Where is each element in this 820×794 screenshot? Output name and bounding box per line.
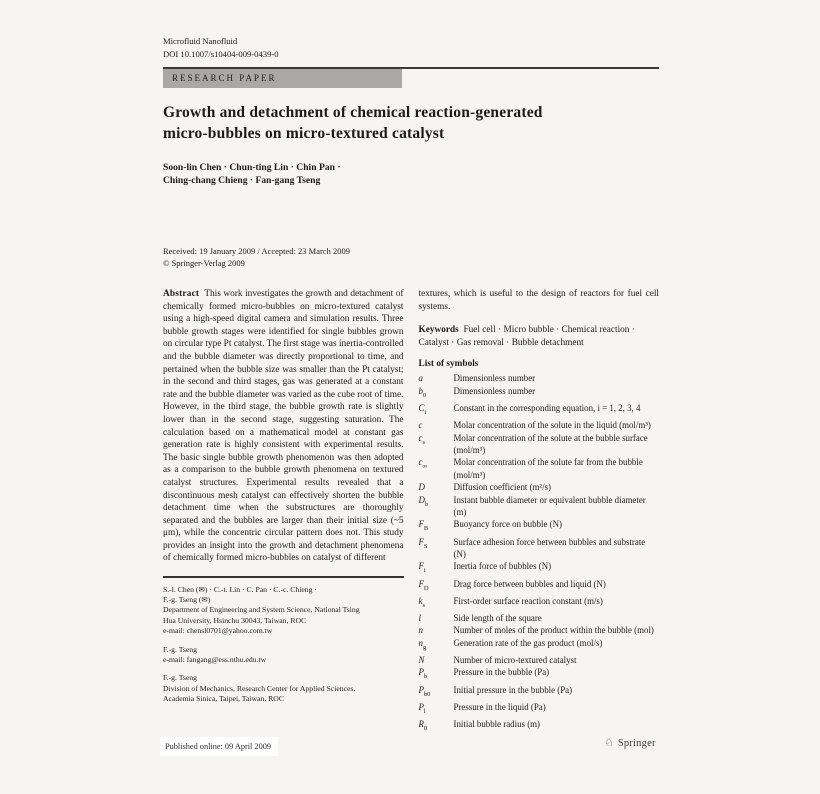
footnotes (163, 585, 404, 705)
received-line: Received: 19 January 2009 / Accepted: 23 March 2009 (163, 246, 350, 256)
journal-name: Microfluid Nanofluid (163, 36, 238, 46)
authors-line-1: Soon-lin Chen · Chun-ting Lin · Chin Pan · (163, 162, 341, 173)
research-paper-banner: RESEARCH PAPER (163, 69, 402, 88)
published-online-badge: Published online: 09 April 2009 (160, 737, 278, 756)
symbol-row: n Number of moles of the product within the bubble (mol) (418, 625, 654, 636)
symbol-row: $P_l$ Pressure in the liquid (Pa) (418, 701, 546, 715)
right-column (419, 288, 660, 735)
abstract-text: This work investigates the growth and detachment of chemically formed micro-bubbles on micro-textured catalyst using a high-speed digital camera and simulation results. Three bubble growth stages were identified for single bubbles grown on circular type Pt catalyst. The first stage was inertia-controlled and the bubble diameter was directly proportional to time, and pertained when the bubble size was smaller than the Pt catalyst; in the second and third stages, gas was generated at a constant rate and the bubble diameter was varied as the cube root of time. However, in the third stage, the bubble growth rate is slightly lower than in the second stage, suggesting saturation. The calculation based on a mathematical model at constant gas generation rate is highly consistent with experimental results. The basic single bubble growth phenomenon was then adopted as a comparison to the bubble growth phenomena on textured catalyst structures. Experimental results revealed that a discontinuous mesh catalyst can effectively shorten the bubble detachment time when the substructures are thoroughly separated and the bubbles are larger than their initial size (~5 μm), while the concentric circular pattern does not. This study provides an insight into the growth and detachment phenomena of chemically formed micro-bubbles on catalyst of different (163, 289, 404, 564)
symbol-row: $F_D$ Drag force between bubbles and liquid (N) (418, 578, 606, 592)
symbol-row: $n_g$ Generation rate of the gas product (mol/s) (418, 637, 603, 651)
symbol-row: a Dimensionless number (418, 373, 536, 384)
symbol-row: $C_i$ Constant in the corresponding equation, i = 1, 2, 3, 4 (418, 402, 641, 416)
springer-logo (604, 738, 656, 749)
doi-line: DOI 10.1007/s10404-009-0439-0 (163, 48, 279, 59)
footnote-block: F.-g. Tseng Division of Mechanics, Research Center for Applied Sciences, Academia Sinica, Taipei, Taiwan, ROC (163, 673, 356, 704)
title-line-1: Growth and detachment of chemical reaction-generated (163, 104, 543, 121)
symbol-row: $c_s$ Molar concentration of the solute at the bubble surface (mol/m³) (418, 432, 648, 455)
title-line-2: micro-bubbles on micro-textured catalyst (163, 124, 445, 142)
keywords-label: Keywords (418, 325, 459, 336)
symbol-row: $P_b$ Pressure in the bubble (Pa) (418, 667, 550, 681)
symbol-row: $k_s$ First-order surface reaction constant (m/s) (418, 595, 603, 609)
keywords-text: Fuel cell · Micro bubble · Chemical reaction · Catalyst · Gas removal · Bubble detachment (418, 325, 635, 348)
left-column (163, 288, 404, 735)
two-column-body (163, 288, 659, 735)
symbol-row: $F_S$ Surface adhesion force between bubbles and substrate (N) (418, 536, 646, 559)
symbol-row: c Molar concentration of the solute in the liquid (mol/m³) (418, 420, 651, 431)
symbol-row: $P_{b0}$ Initial pressure in the bubble (Pa) (418, 684, 573, 698)
keywords-paragraph (419, 324, 660, 349)
symbols-list (419, 372, 660, 735)
symbol-row: $F_B$ Buoyancy force on bubble (N) (418, 519, 562, 533)
symbol-row: $F_i$ Inertia force of bubbles (N) (418, 561, 552, 575)
received-block (163, 246, 350, 269)
symbol-row: $c_\infty$ Molar concentration of the solute far from the bubble (mol/m³) (418, 457, 643, 480)
paper-title (163, 103, 543, 144)
symbol-row: $b_0$ Dimensionless number (418, 385, 536, 399)
symbol-row: l Side length of the square (418, 612, 542, 623)
symbol-row: $R_0$ Initial bubble radius (m) (418, 718, 541, 732)
authors-line-2: Ching-chang Chieng · Fan-gang Tseng (163, 175, 321, 186)
springer-wordmark: Springer (617, 738, 656, 749)
journal-header (163, 35, 279, 60)
symbol-row: $D_b$ Instant bubble diameter or equivalent bubble diameter (m) (418, 494, 646, 517)
footnote-block: F.-g. Tseng e-mail: fangang@ess.nthu.edu.tw (163, 644, 267, 664)
symbols-heading: List of symbols (418, 359, 479, 370)
springer-horse-icon: ♘ (603, 737, 615, 749)
copyright-line: © Springer-Verlag 2009 (163, 257, 245, 268)
abstract-label: Abstract (163, 289, 200, 299)
footnote-block: S.-l. Chen (✉) · C.-t. Lin · C. Pan · C.-c. Chieng · F.-g. Tseng (✉) Department of Engineering and System Science, National Tsing Hua University, Hsinchu 30043, Taiwan, ROC e-mail: chensl0701@yahoo.com.tw (163, 584, 360, 636)
author-list (163, 161, 341, 187)
symbol-row: D Diffusion coefficient (m²/s) (418, 482, 551, 493)
footnote-rule (163, 576, 404, 578)
abstract-paragraph (163, 288, 404, 565)
abstract-continuation: textures, which is useful to the design of reactors for fuel cell systems. (418, 289, 659, 312)
symbol-row: N Number of micro-textured catalyst (418, 654, 577, 665)
